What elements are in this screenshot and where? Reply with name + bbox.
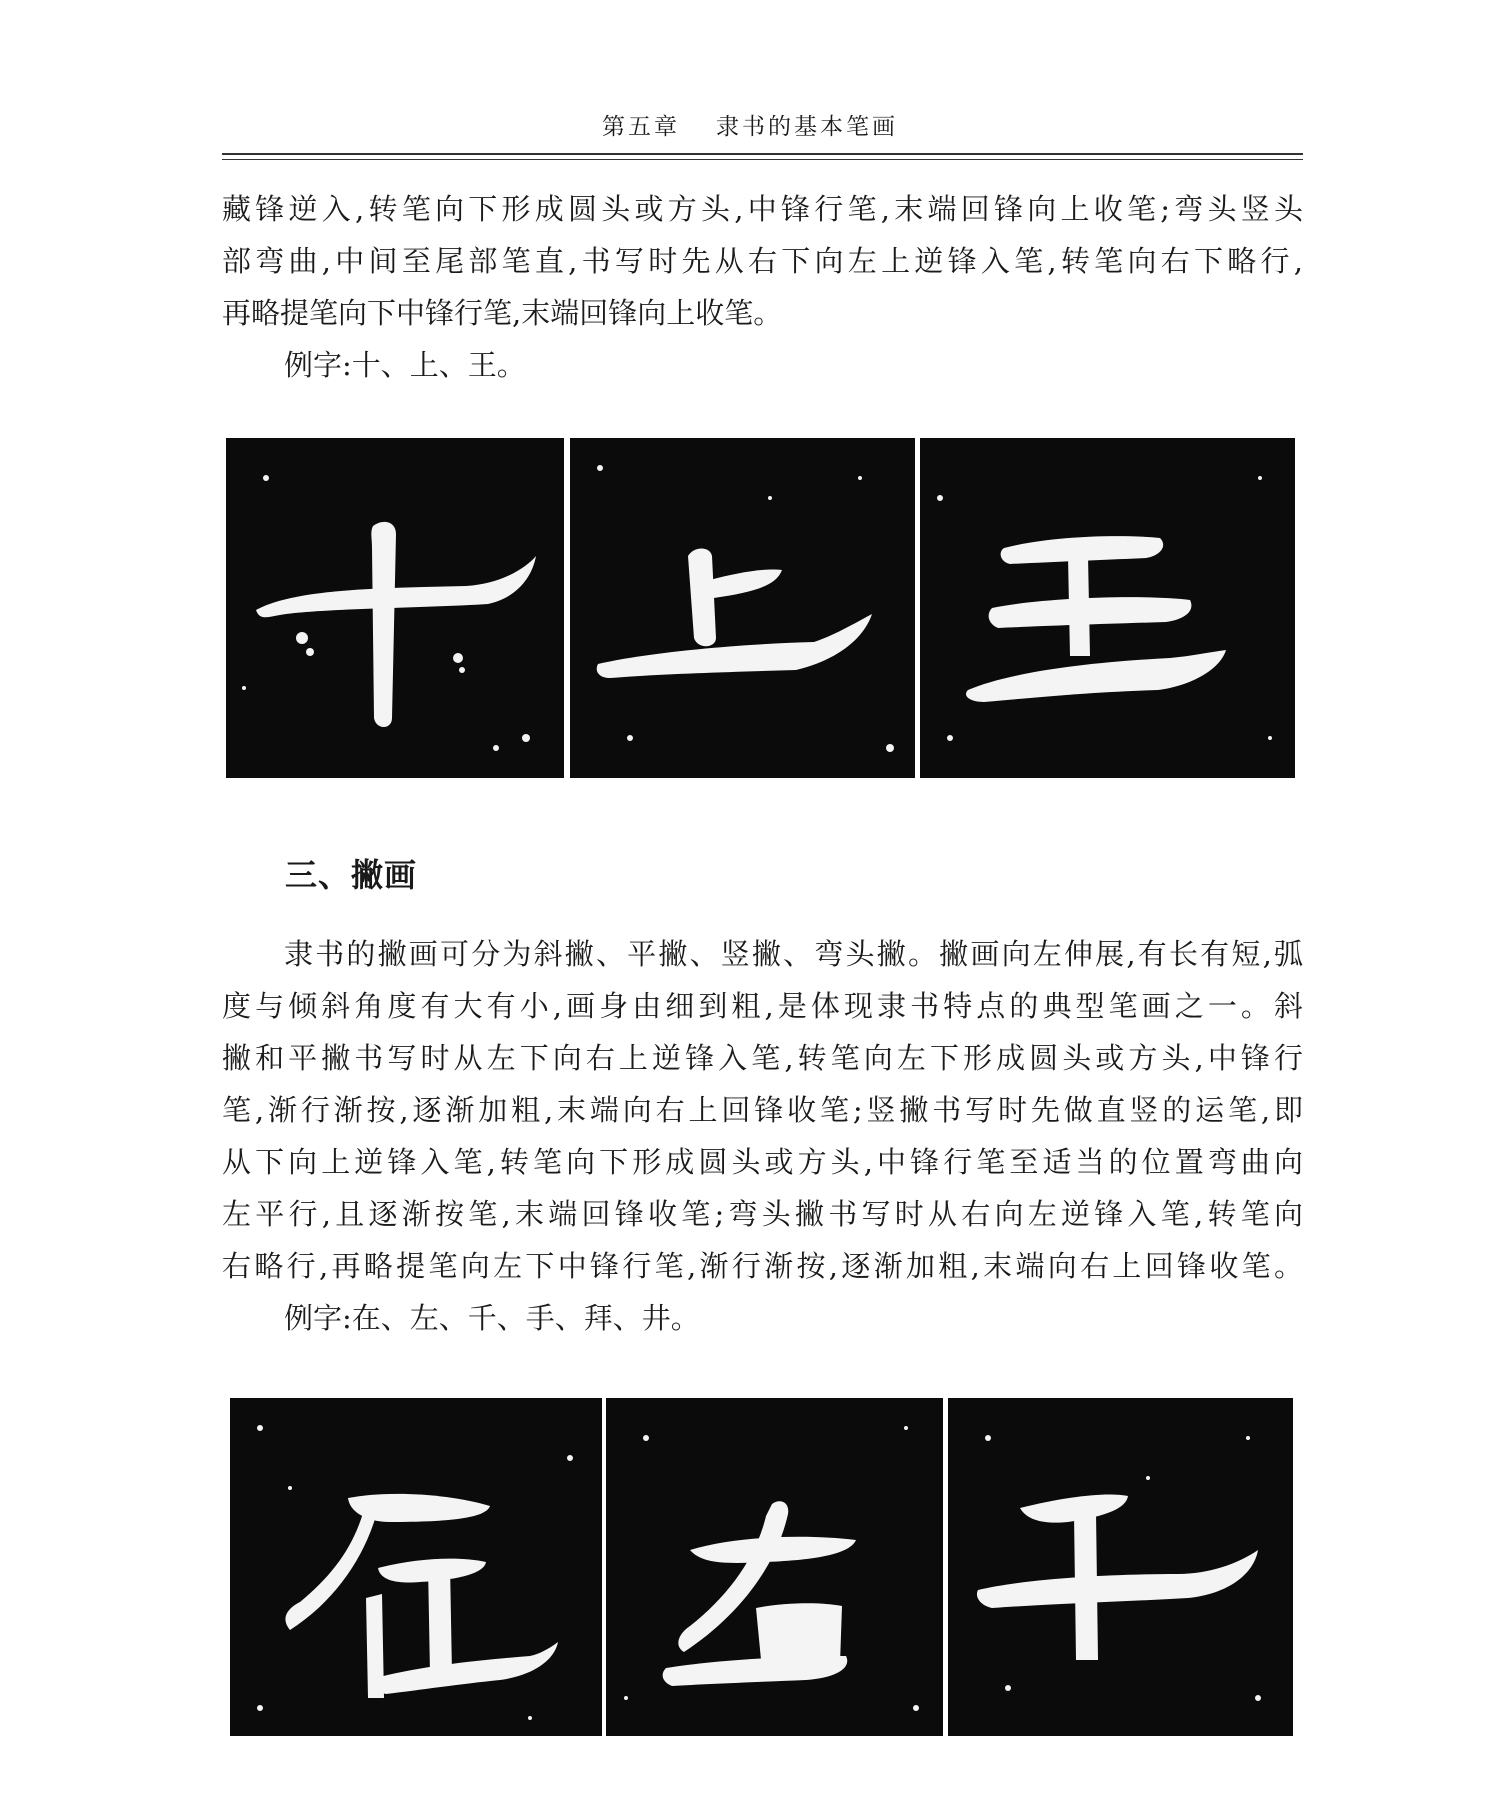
header-rule-thick <box>222 153 1303 155</box>
text-line: 隶书的撇画可分为斜撇、平撇、竖撇、弯头撇。撇画向左伸展,有长有短,弧 <box>284 937 1303 971</box>
text-line: 笔,渐行渐按,逐渐加粗,末端向右上回锋收笔;竖撇书写时先做直竖的运笔,即 <box>222 1093 1303 1127</box>
example-characters-line: 例字:十、上、王。 <box>284 348 526 382</box>
paragraph-continued <box>222 183 1303 391</box>
rubbing-image-zuo <box>606 1398 943 1736</box>
text-line: 度与倾斜角度有大有小,画身由细到粗,是体现隶书特点的典型笔画之一。斜 <box>222 989 1303 1023</box>
chapter-number: 第五章 <box>602 114 680 140</box>
rubbing-image-zai <box>230 1398 602 1736</box>
example-characters-line: 例字:在、左、千、手、拜、井。 <box>284 1301 700 1335</box>
rubbing-image-qian <box>948 1398 1293 1736</box>
section-heading: 三、撇画 <box>285 856 418 894</box>
text-line: 右略行,再略提笔向左下中锋行笔,渐行渐按,逐渐加粗,末端向右上回锋收笔。 <box>222 1249 1303 1283</box>
paragraph-pie-stroke <box>222 928 1303 1344</box>
rubbing-image-wang <box>920 438 1295 778</box>
chapter-title: 隶书的基本笔画 <box>716 114 898 140</box>
text-line: 部弯曲,中间至尾部笔直,书写时先从右下向左上逆锋入笔,转笔向右下略行, <box>222 244 1303 278</box>
text-line: 从下向上逆锋入笔,转笔向下形成圆头或方头,中锋行笔至适当的位置弯曲向 <box>222 1145 1303 1179</box>
rubbing-image-shang <box>570 438 915 778</box>
rubbing-image-shi <box>226 438 564 778</box>
header-rule-thin <box>222 159 1303 160</box>
text-line: 藏锋逆入,转笔向下形成圆头或方头,中锋行笔,末端回锋向上收笔;弯头竖头 <box>222 192 1303 226</box>
text-line: 再略提笔向下中锋行笔,末端回锋向上收笔。 <box>222 296 783 330</box>
text-line: 撇和平撇书写时从左下向右上逆锋入笔,转笔向左下形成圆头或方头,中锋行 <box>222 1041 1303 1075</box>
running-head <box>0 108 1500 141</box>
text-line: 左平行,且逐渐按笔,末端回锋收笔;弯头撇书写时从右向左逆锋入笔,转笔向 <box>222 1197 1303 1231</box>
